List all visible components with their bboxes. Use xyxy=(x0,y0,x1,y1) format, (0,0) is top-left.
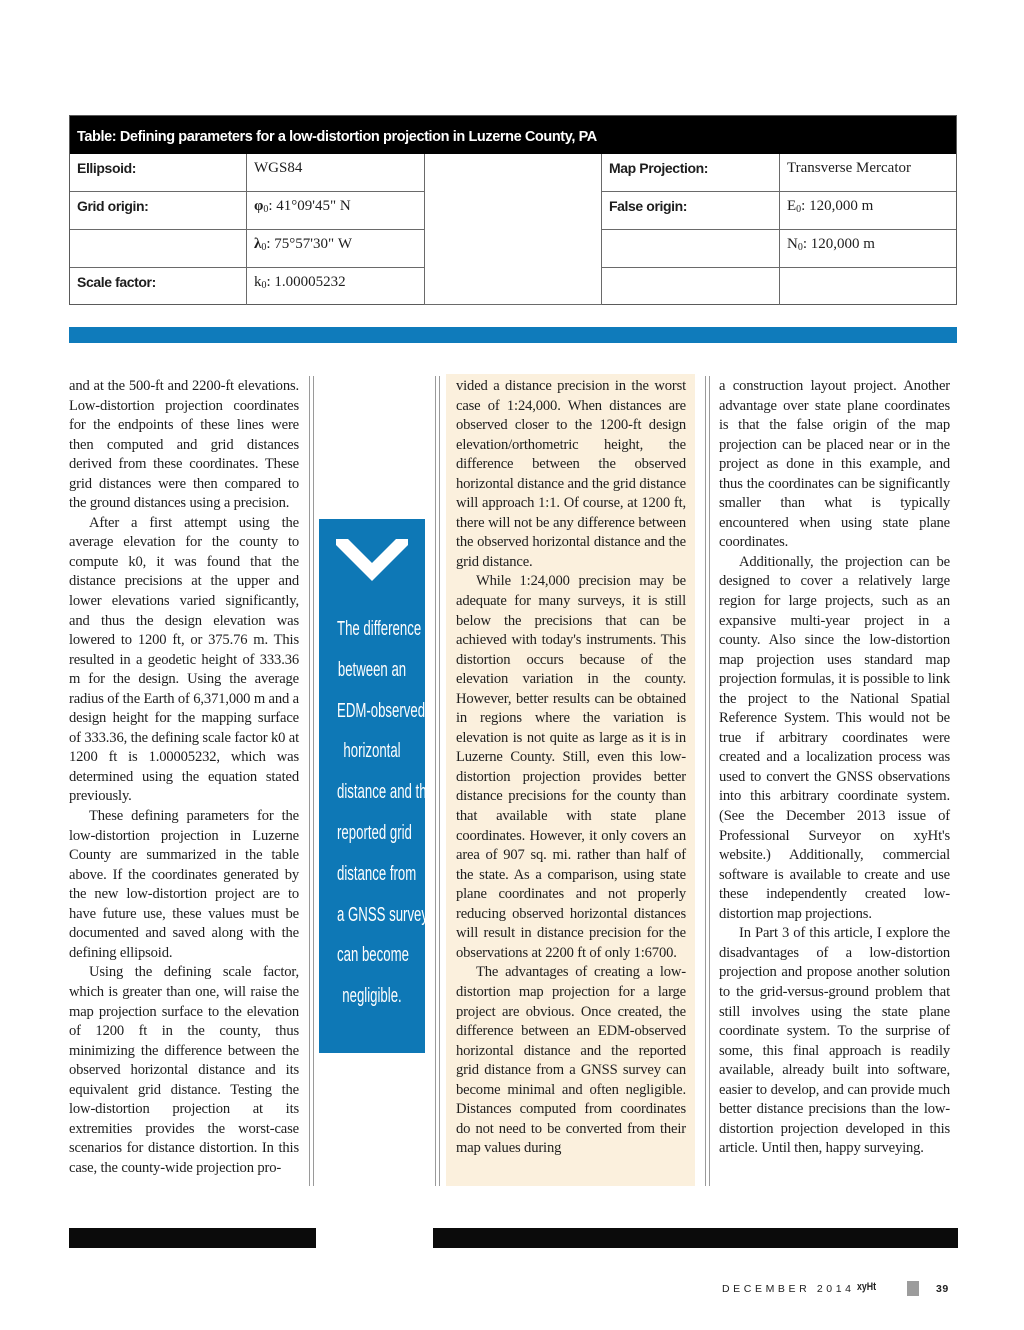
empty-cell xyxy=(780,268,956,305)
scale-factor: $k_0$: 1.00005232 xyxy=(247,268,425,305)
empty-cell xyxy=(70,230,247,268)
table-title: Table: Defining parameters for a low-distortion projection in Luzerne County, PA xyxy=(70,116,956,154)
column-rule xyxy=(309,376,314,1186)
empty-cell xyxy=(602,268,780,305)
longitude-value: : 75°57'30" W xyxy=(266,236,353,252)
empty-cell xyxy=(602,230,780,268)
paragraph: Additionally, the projection can be designed to cover a relatively large region for large projects, such as an expansive multi-year project in a county. Also since the low-distortion map projection uses standard map projection formulas, it is possible to link the project to the National Spatial Reference System. This would not be true if arbitrary coordinates were created and a localization process was used to convert the GNSS observations into this arbitrary coordinate system. (See the December 2013 issue of Professional Surveyor on xyHt's website.) Additionally, commercial software is available to create and use these independently created low-distortion map projections. xyxy=(719,553,950,922)
lambda-symbol: λ xyxy=(254,236,262,252)
page-footer xyxy=(722,1281,958,1297)
map-projection-label: Map Projection: xyxy=(602,154,780,192)
page-number: 39 xyxy=(936,1283,949,1295)
phi-symbol: φ xyxy=(254,198,264,214)
ellipsoid-label: Ellipsoid: xyxy=(70,154,247,192)
grid-origin-label: Grid origin: xyxy=(70,192,247,230)
latitude-origin: $\varphi_0$: 41°09'45" N xyxy=(247,192,425,230)
false-origin-label: False origin: xyxy=(602,192,780,230)
article-column-3 xyxy=(456,377,686,1159)
paragraph: After a first attempt using the average elevation for the county to compute k0, it was found that the distance precisions at the upper and lower elevations varied significantly, and thus the design elevation was lowered to 1200 ft, or 375.76 m. This resulted in a geodetic height of 333.36 m for the design. Using the average radius of the Earth of 6,371,000 m and a design height for the mapping surface of 333.36, the defining scale factor k0 at 1200 ft is 1.00005232, which was determined using the equation stated previously. xyxy=(69,514,299,805)
paragraph: In Part 3 of this article, I explore the disadvantages of a low-distortion projection and propose another solution to the grid-versus-ground problem that still involves using the state plane coordinate system. To the surprise of some, this final approach is readily available, already built into software, easier to develop, and can provide much better distance precisions than the low-distortion projection developed in this article. Until then, happy surveying. xyxy=(719,925,950,1157)
paragraph: and at the 500-ft and 2200-ft elevations. Low-distortion projection coordinates for the endpoints of these lines were then computed and grid distances derived from these coordinates. These grid distances were then compared to the ground distances using a precision. xyxy=(69,378,299,512)
parameters-table xyxy=(69,115,957,305)
issue-date: DECEMBER 2014 xyxy=(722,1283,855,1295)
magazine-brand: xyHt xyxy=(857,1281,877,1293)
pull-quote xyxy=(319,519,434,1053)
paragraph: While 1:24,000 precision may be adequate for many surveys, it is still below the precisions that can be achieved with today's instruments. This distortion occurs because of the elevation variation in the county. However, better results can be obtained in regions where the variation is elevation is not quite as large as it is in Luzerne County. Still, even this low-distortion projection provides better distance precisions for the county than that available with state plane coordinates. However, it only covers an area of 907 sq. mi. rather than half of the state. As a comparison, using state plane coordinates and not properly reducing observed horizontal distances will result in distance precision for the observations at 2200 ft of only 1:6700. xyxy=(456,573,686,961)
column-rule xyxy=(705,376,710,1186)
article-column-1 xyxy=(69,377,299,1178)
table-spacer-cell xyxy=(425,154,602,305)
paragraph: These defining parameters for the low-distortion projection in Luzerne County are summarized in the table above. If the coordinates generated by the new low-distortion project are to have future use, these values must be documented and saved along with the defining ellipsoid. xyxy=(69,808,299,961)
section-divider-bar xyxy=(69,327,957,343)
northing-value: : 120,000 m xyxy=(802,236,875,252)
ellipsoid-value: WGS84 xyxy=(247,154,425,192)
map-projection-value: Transverse Mercator xyxy=(780,154,956,192)
paragraph: Using the defining scale factor, which is greater than one, will raise the map projection surface to the elevation of 1200 ft in the county, thus minimizing the difference between the observed horizontal distance and its equivalent grid distance. Testing the low-distortion projection at its extremities provides the worst-case scenarios for distance distortion. In this case, the county-wide projection pro- xyxy=(69,964,299,1176)
footer-bar-left xyxy=(69,1228,316,1248)
latitude-value: : 41°09'45" N xyxy=(268,198,351,214)
longitude-origin: $\lambda_0$: 75°57'30" W xyxy=(247,230,425,268)
column-rule xyxy=(435,376,440,1186)
paragraph: a construction layout project. Another advantage over state plane coordinates is that the false origin of the map projection can be placed near or in the project as done in this example, and thus the coordinates can be significantly smaller than what is typically encountered when using state plane coordinates. xyxy=(719,378,950,551)
paragraph: The advantages of creating a low-distortion map projection for a large project are obvious. Once created, the difference between an EDM-observed horizontal distance and the reported grid distance from a GNSS survey can become minimal and often negligible. Distances computed from coordinates do not need to be converted from their map values during xyxy=(456,964,686,1157)
false-northing: $N_0$: 120,000 m xyxy=(780,230,956,268)
chevron-down-icon xyxy=(336,539,408,581)
scale-factor-value: : 1.00005232 xyxy=(266,274,346,290)
easting-value: : 120,000 m xyxy=(801,198,874,214)
footer-bar-right xyxy=(433,1228,958,1248)
paragraph: vided a distance precision in the worst case of 1:24,000. When distances are observed closer to the 1200-ft design elevation/orthometric height, the difference between the observed horizontal distance and the grid distance will approach 1:1. Of course, at 1200 ft, there will not be any difference between the observed horizontal distance and the grid distance. xyxy=(456,378,686,570)
footer-marker xyxy=(907,1281,919,1296)
false-easting: $E_0$: 120,000 m xyxy=(780,192,956,230)
pull-quote-text: The difference between an EDM-observed horizontal distance and the reported grid distance from a GNSS survey can become negligible. xyxy=(337,618,434,1008)
scale-factor-label: Scale factor: xyxy=(70,268,247,305)
article-column-4 xyxy=(719,377,950,1159)
